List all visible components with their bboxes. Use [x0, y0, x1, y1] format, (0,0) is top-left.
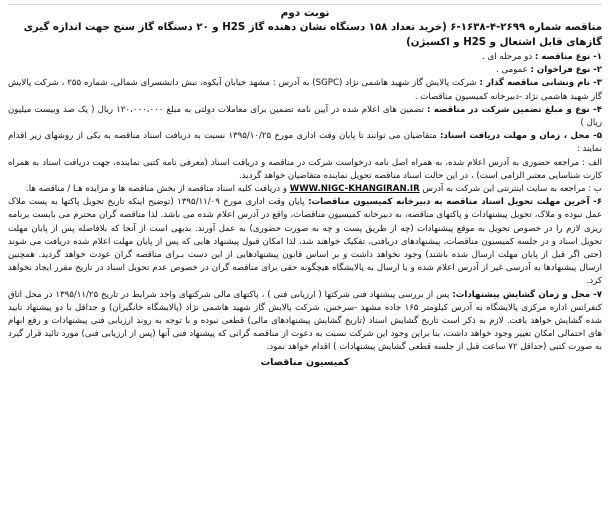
section-7-text: پس از بررسی پیشنهاد فنی شرکتها ( ارزیابی فنی ) ، پاکتهای مالی شرکتهای واجد شرایط در تاریخ ۱۳۹۵/۱۱/۲۵ در محل اتاق کنفرانس اداره مرکزی پالایشگاه به آدرس کیلومتر ۱۶۵ جاده مشهد -سرخس، شرکت پالایش گاز شهید هاشمی نژاد (پالایشگاه خانگیران) و جداقل با دو پیشنهاد تایید شده گشایش خواهد یافت. لازم به ذکر است تاریخ گشایش اسناد (تاریخ گشایش پیشنهادهای مالی) قطعی نبوده و با توجه به روند ارزیابی فنی پیشنهادات و رفع ابهام های احتمالی امکان تغییر وجود خواهد داشت، بنا براین وجود این شرکت نسبت به دعوت از مناقصه گرانی که پیشنهاد فنی آنها (پس از ارزیابی فنی) مورد تائید قرار گیرد به صورت کتبی (حداقل ۷۲ ساعت قبل از جلسه قطعی گشایش پیشنهادات ) اقدام خواهد نمود.	[8, 289, 603, 353]
section-4	[8, 104, 602, 130]
section-3	[8, 77, 602, 103]
signature: کمیسیون مناقصات	[260, 356, 350, 368]
section-5-option-b	[8, 183, 602, 196]
section-5	[8, 130, 602, 156]
section-3-label: ۳- نام ونشانی مناقصه گذار :	[479, 78, 603, 89]
section-1	[8, 51, 602, 64]
section-6-label: ۶- آخرین مهلت تحویل اسناد مناقصه به دبیرخانه کمیسیون مناقصات:	[308, 197, 602, 208]
section-4-text: تضمین های اعلام شده در آیین نامه تضمین برای معاملات دولتی به مبلغ ۱۲۰،۰۰۰،۰۰۰ ریال ( یک صد وبیست میلیون ریال )	[8, 104, 602, 129]
section-5-option-a: الف : مراجعه حضوری به آدرس اعلام شده، به همراه اصل نامه درخواست شرکت در مناقصه و دریافت اسناد (معرفی نامه کتبی نماینده، جهت دریافت اسناد به همراه کارت شناسایی معتبر الزامی است) ، در این حالت اسناد مناقصه تحویل نماینده متقاضیان خواهد گردید.	[8, 157, 602, 181]
section-7-label: ۷- محل و زمان گشایش پیشنهادات:	[452, 289, 602, 300]
website-link[interactable]: WWW.NIGC-KHANGIRAN.IR	[289, 184, 420, 195]
section-2-label: ۲- نوع فراخوان :	[530, 65, 602, 76]
section-3-text: شرکت پالایش گاز شهید هاشمی نژاد (SGPC) به آدرس : مشهد خیابان آبکوه، نبش دانشسرای شمالی، شماره ۲۵۵ ، شرکت پالایش گاز شهید هاشمی نژاد -دبیرخانه کمیسیون مناقصات .	[8, 78, 602, 102]
section-5-b-suffix: و دریافت کلیه اسناد مناقصه از بخش مناقصه ها و مزایده هـا / مناقصه ها.	[26, 184, 287, 195]
section-2	[8, 64, 602, 77]
section-1-label: ۱- نوع مناقصه :	[534, 52, 602, 62]
section-2-text: عمومی .	[496, 65, 528, 76]
section-5-b-prefix: ب : مراجعه به سایت اینترنتی این شرکت به آدرس	[422, 184, 602, 195]
tender-title: مناقصه شماره ۲۶۹۹-۴-۱۶۳۸-۶ (خرید تعداد ۱۵۸ دستگاه نشان دهنده گاز H2S و ۲۰ دستگاه گاز سنج جهت اندازه گیری گازهای قابل اشتعال و H2S و اکسیژن)	[23, 22, 602, 48]
section-7	[8, 289, 602, 355]
round-label: نوبت دوم	[280, 7, 330, 19]
section-5-text: متقاضیان می توانند تا پایان وقت اداری مورخ ۱۳۹۵/۱۰/۲۵ نسبت به دریافت اسناد مناقصه به یکی از روشهای زیر اقدام نمایند :	[8, 131, 602, 155]
tender-notice	[8, 4, 602, 505]
section-1-text: دو مرحله ای .	[482, 52, 533, 62]
section-4-label: ۴- نوع و مبلغ تضمین شرکت در مناقصه :	[427, 104, 602, 115]
section-6	[8, 196, 602, 288]
section-5-label: ۵- محل ، زمان و مهلت دریافت اسناد:	[439, 131, 602, 142]
section-6-text: پایان وقت اداری مورخ ۱۳۹۵/۱۱/۰۹ (توضیح اینکه تاریخ تحویل پاکتها به پست ملاک عمل نبوده و ملاک، تحویل پیشنهادات و پاکتهای مناقصه، به دبیرخانه کمیسیون مناقصات، واقع در آدرس اعلام شده می باشد. لذا مناقصه گران محترم می بایست برنامه ریزی لازم را در خصوص تحویل به موقع پیشنهادات (چه از طریق پست و چه به صورت حضوری) به عمل آورند. بدیهی است از آنجا که بلافاصله پس از پایان مهلت تحویل اسناد و در جلسه کمیسیون مناقصات، پیشنهادهای دریافتی، تفکیک خواهند شد، لذا امکان قبول پیشنهاد هایی که پس از پایان مهلت اعلام شده دریافت می شوند (حتی اگر قبل از پایان مهلت ارسال شده باشند) وجود نخواهد داشت و بر اساس قانون پیشنهادهایی از این دست بـرای مناقصه گران عودت خواهد گردید. همچنین ارسال پیشنهادها به آدرسی غیر از آدرس اعلام شده و یا ارسال به پالایشگاه هیچگونه حقی برای مناقصه گران در خصوص عدم تحویل اسناد در تاریخ مقرر ایجاد نخواهد کرد.	[8, 197, 602, 287]
